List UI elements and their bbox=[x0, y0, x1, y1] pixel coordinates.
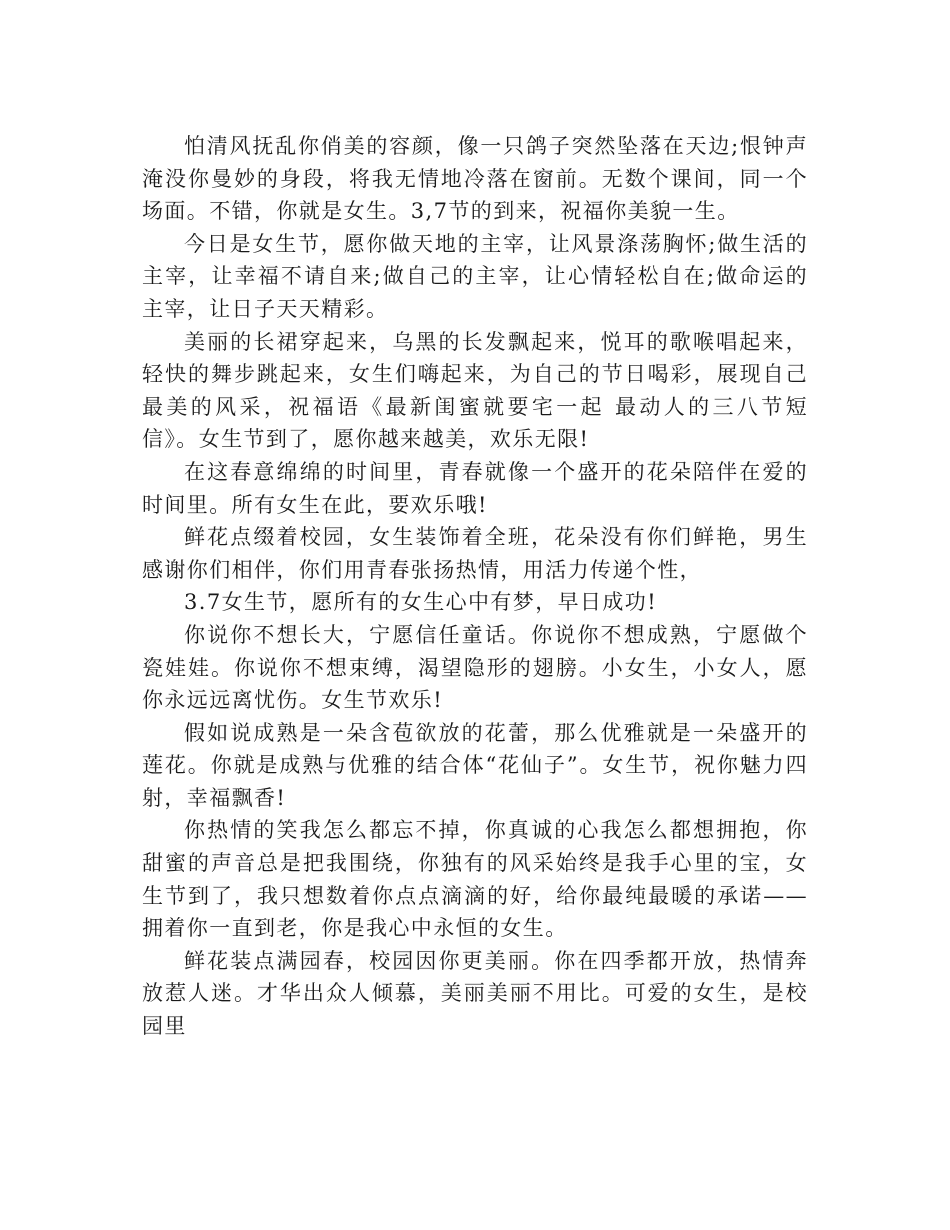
paragraph-10: 鲜花装点满园春，校园因你更美丽。你在四季都开放，热情奔放惹人迷。才华出众人倾慕，美丽美丽不用比。可爱的女生，是校园里 bbox=[142, 948, 808, 1039]
paragraph-9: 你热情的笑我怎么都忘不掉，你真诚的心我怎么都想拥抱，你甜蜜的声音总是把我围绕，你独有的风采始终是我手心里的宝，女生节到了，我只想数着你点点滴滴的好，给你最纯最暖的承诺——拥着你一直到老，你是我心中永恒的女生。 bbox=[142, 818, 808, 941]
paragraph-7: 你说你不想长大，宁愿信任童话。你说你不想成熟，宁愿做个瓷娃娃。你说你不想束缚，渴望隐形的翅膀。小女生，小女人，愿你永远远离忧伤。女生节欢乐! bbox=[142, 622, 808, 713]
document-page bbox=[142, 130, 808, 1043]
paragraph-5: 鲜花点缀着校园，女生装饰着全班，花朵没有你们鲜艳，男生感谢你们相伴，你们用青春张扬热情，用活力传递个性， bbox=[142, 525, 808, 582]
paragraph-3: 美丽的长裙穿起来，乌黑的长发飘起来，悦耳的歌喉唱起来，轻快的舞步跳起来，女生们嗨起来，为自己的节日喝彩，展现自己最美的风采，祝福语《最新闺蜜就要宅一起 最动人的三八节短信》。女生节到了，愿你越来越美，欢乐无限! bbox=[142, 329, 808, 452]
paragraph-2: 今日是女生节，愿你做天地的主宰，让风景涤荡胸怀;做生活的主宰，让幸福不请自来;做自己的主宰，让心情轻松自在;做命运的主宰，让日子天天精彩。 bbox=[142, 231, 808, 321]
paragraph-8: 假如说成熟是一朵含苞欲放的花蕾，那么优雅就是一朵盛开的莲花。你就是成熟与优雅的结合体“花仙子”。女生节，祝你魅力四射，幸福飘香! bbox=[142, 720, 808, 810]
paragraph-4: 在这春意绵绵的时间里，青春就像一个盛开的花朵陪伴在爱的时间里。所有女生在此，要欢乐哦! bbox=[142, 459, 808, 517]
paragraph-1: 怕清风抚乱你俏美的容颜，像一只鸽子突然坠落在天边;恨钟声淹没你曼妙的身段，将我无情地冷落在窗前。无数个课间，同一个场面。不错，你就是女生。3,7节的到来，祝福你美貌一生。 bbox=[142, 134, 808, 224]
paragraph-6: 3.7女生节，愿所有的女生心中有梦，早日成功! bbox=[184, 590, 658, 615]
